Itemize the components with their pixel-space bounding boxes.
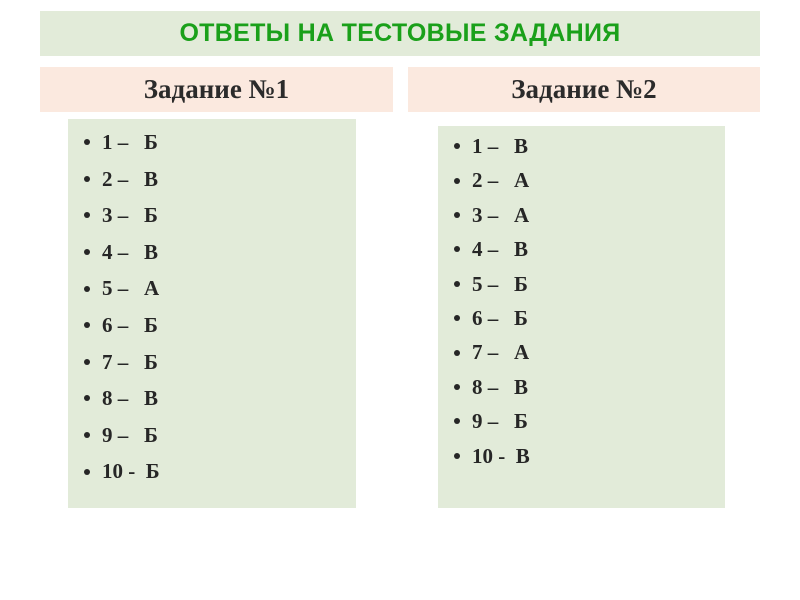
answer-text: 2 – В [102,166,159,191]
bullet-icon [454,143,460,149]
title-banner [40,11,760,56]
answer-text: 3 – Б [102,203,158,228]
bullet-icon [84,395,90,401]
task-1-answers-panel [68,119,356,508]
bullet-icon [84,176,90,182]
answer-item [84,197,356,234]
answer-text: 7 – А [472,340,530,365]
answer-item [454,439,725,473]
bullet-icon [84,432,90,438]
answer-item [454,198,725,232]
answer-text: 4 – В [102,239,159,264]
answer-text: 8 – В [102,386,159,411]
bullet-icon [454,350,460,356]
bullet-icon [454,453,460,459]
answer-item [84,270,356,307]
task-1-answer-list [68,124,356,490]
task-2-header [408,67,760,112]
task-2-answer-list [438,129,725,473]
bullet-icon [454,418,460,424]
answer-item [454,404,725,438]
answer-item [454,163,725,197]
task-2-answers-panel [438,126,725,508]
task-1-header [40,67,393,112]
answer-text: 4 – В [472,237,529,262]
answer-text: 9 – Б [472,409,528,434]
answer-item [84,380,356,417]
bullet-icon [84,212,90,218]
answer-text: 2 – А [472,168,530,193]
answer-item [454,301,725,335]
answer-item [84,453,356,490]
task-1-heading: Задание №1 [143,74,290,104]
answer-text: 8 – В [472,374,529,399]
answer-text: 5 – Б [472,271,528,296]
task-2-heading: Задание №2 [511,74,657,104]
answer-item [454,370,725,404]
bullet-icon [84,139,90,145]
answer-item [84,124,356,161]
page-title: ОТВЕТЫ НА ТЕСТОВЫЕ ЗАДАНИЯ [179,19,621,47]
answer-text: 1 – Б [102,130,158,154]
answer-text: 5 – А [102,276,160,301]
bullet-icon [84,322,90,328]
bullet-icon [454,246,460,252]
bullet-icon [84,249,90,255]
bullet-icon [454,212,460,218]
bullet-icon [84,359,90,365]
answer-item [84,161,356,198]
answer-text: 6 – Б [472,305,528,330]
answer-text: 6 – Б [102,312,158,337]
bullet-icon [454,315,460,321]
answer-item [454,232,725,266]
answer-item [454,267,725,301]
answer-item [84,344,356,381]
answer-item [454,129,725,163]
answer-item [84,417,356,454]
answer-text: 1 – В [472,134,529,158]
bullet-icon [454,178,460,184]
answer-text: 9 – Б [102,422,158,447]
answer-item [84,307,356,344]
answer-item [84,234,356,271]
answer-text: 7 – Б [102,349,158,374]
bullet-icon [454,384,460,390]
bullet-icon [84,286,90,292]
answer-text: 3 – А [472,202,530,227]
answer-text: 10 - В [472,443,530,468]
bullet-icon [84,469,90,475]
answer-item [454,335,725,369]
bullet-icon [454,281,460,287]
answer-text: 10 - Б [102,459,160,484]
